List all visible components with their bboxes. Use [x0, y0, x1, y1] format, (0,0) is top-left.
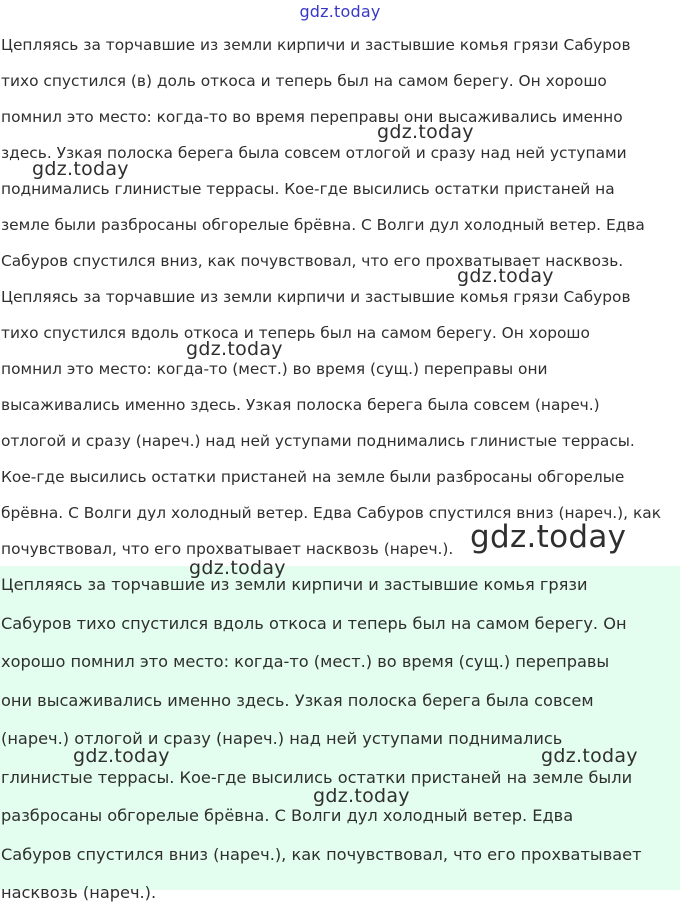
text-line: Сабуров тихо спустился вдоль откоса и теперь был на самом берегу. Он	[1, 613, 627, 633]
watermark: gdz.today	[457, 265, 554, 287]
text-line: Цепляясь за торчавшие из земли кирпичи и застывшие комья грязи	[1, 575, 588, 594]
text-line: помнил это место: когда-то (мест.) во время (сущ.) переправы они	[1, 360, 548, 378]
text-line: высаживались именно здесь. Узкая полоска берега была совсем (нареч.)	[1, 396, 600, 414]
original-text-block	[0, 34, 680, 286]
text-line: Сабуров спустился вниз, как почувствовал, что его прохватывает насквозь.	[1, 252, 624, 270]
text-line: насквозь (нареч.).	[1, 883, 157, 902]
text-line: Сабуров спустился вниз (нареч.), как почувствовал, что его прохватывает	[1, 844, 642, 864]
text-line: здесь. Узкая полоска берега была совсем отлогой и сразу над ней уступами	[1, 144, 627, 162]
text-line: земле были разбросаны обгорелые брёвна. С Волги дул холодный ветер. Едва	[1, 216, 645, 234]
text-line: Цепляясь за торчавшие из земли кирпичи и застывшие комья грязи Сабуров	[1, 288, 631, 306]
text-line: тихо спустился вдоль откоса и теперь был на самом берегу. Он хорошо	[1, 324, 590, 342]
annotated-text-block	[0, 286, 680, 574]
text-line: глинистые террасы. Кое-где высились остатки пристаней на земле были	[1, 767, 633, 787]
text-line: поднимались глинистые террасы. Кое-где высились остатки пристаней на	[1, 180, 615, 198]
text-line: помнил это место: когда-то во время переправы они высаживались именно	[1, 108, 623, 126]
text-line: они высаживались именно здесь. Узкая полоска берега была совсем	[1, 690, 594, 710]
text-line: Цепляясь за торчавшие из земли кирпичи и застывшие комья грязи Сабуров	[1, 36, 631, 54]
highlighted-answer-block	[0, 566, 680, 902]
text-line: отлогой и сразу (нареч.) над ней уступами поднимались глинистые террасы.	[1, 432, 635, 450]
text-line: тихо спустился (в) доль откоса и теперь был на самом берегу. Он хорошо	[1, 72, 607, 90]
site-logo[interactable]: gdz.today	[299, 2, 381, 21]
text-line: хорошо помнил это место: когда-то (мест.) во время (сущ.) переправы	[1, 652, 610, 671]
text-line: Кое-где высились остатки пристаней на земле были разбросаны обгорелые	[1, 468, 625, 486]
watermark: gdz.today	[186, 338, 283, 360]
watermark: gdz.today	[541, 745, 638, 767]
watermark: gdz.today	[313, 785, 410, 807]
watermark: gdz.today	[470, 519, 627, 555]
watermark: gdz.today	[73, 745, 170, 767]
text-line: (нареч.) отлогой и сразу (нареч.) над ней уступами поднимались	[1, 729, 563, 748]
text-line: почувствовал, что его прохватывает насквозь (нареч.).	[1, 540, 454, 558]
text-line: брёвна. С Волги дул холодный ветер. Едва Сабуров спустился вниз (нареч.), как	[1, 504, 661, 522]
watermark: gdz.today	[189, 557, 286, 579]
watermark: gdz.today	[32, 158, 129, 180]
text-line: разбросаны обгорелые брёвна. С Волги дул холодный ветер. Едва	[1, 806, 574, 825]
watermark: gdz.today	[377, 121, 474, 143]
